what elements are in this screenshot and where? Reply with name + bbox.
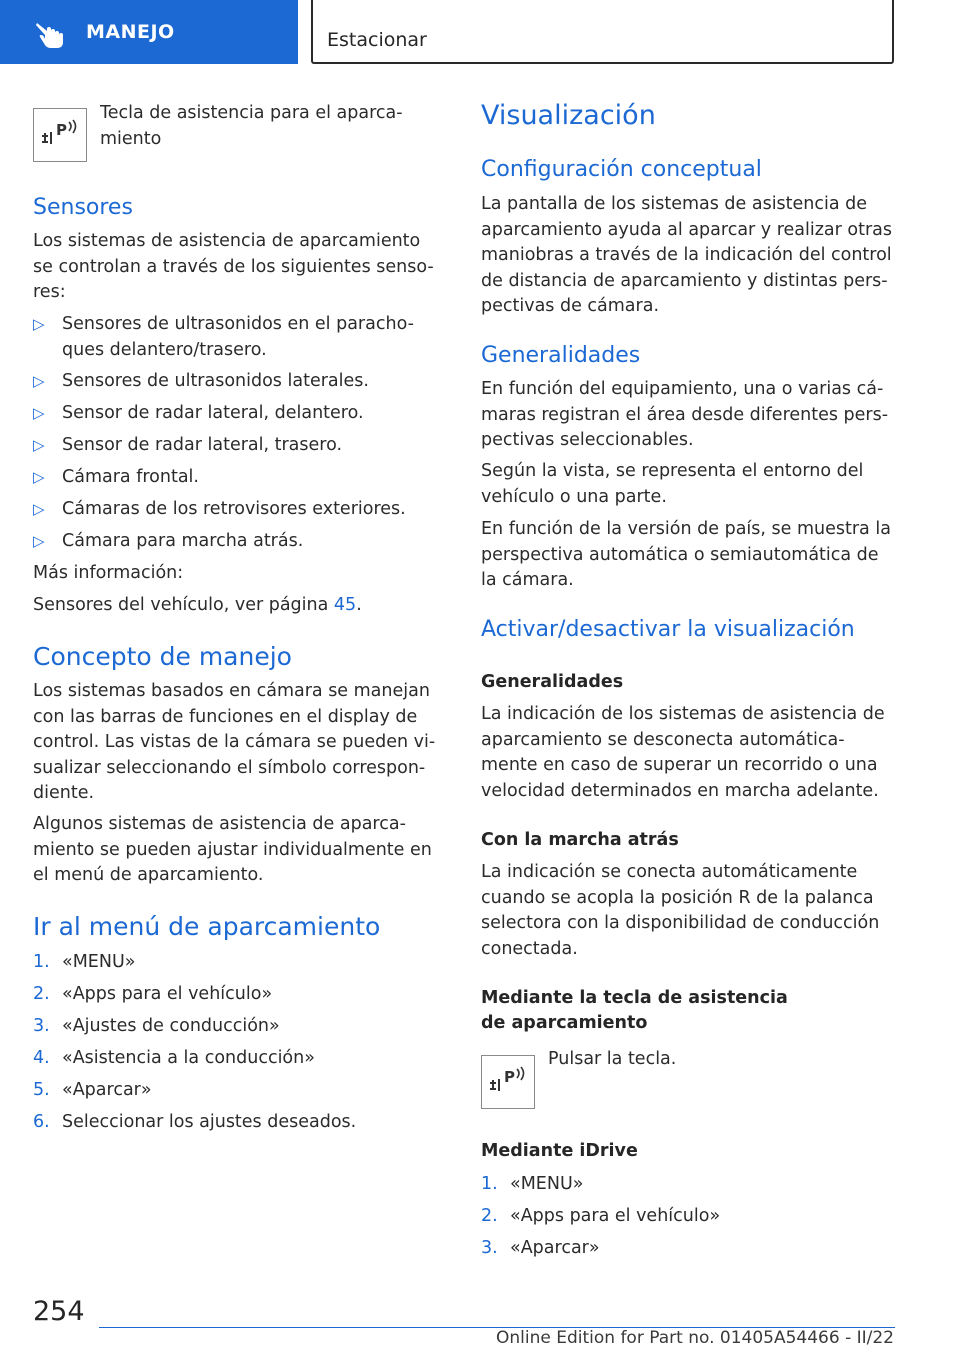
list-item-text: Cámara para marcha atrás. — [62, 531, 304, 551]
general-paragraph-3: En función de la versión de país, se muestra la perspectiva automática o semiautomática de la cámara. — [481, 519, 891, 590]
triangle-bullet-icon: ▷ — [33, 315, 45, 333]
svg-text:P: P — [56, 121, 67, 139]
step-number: 2. — [481, 1206, 498, 1226]
concept-paragraph-1: Los sistemas basados en cámara se manejan con las barras de funciones en el display de control. Las vistas de la cámara se pueden vi-sualizar seleccionando el símbolo correspon-diente. — [33, 681, 436, 803]
section-tab — [0, 0, 298, 64]
list-item-text: Sensores de ultrasonidos laterales. — [62, 371, 369, 391]
triangle-bullet-icon: ▷ — [33, 404, 45, 422]
step-text: «MENU» — [510, 1174, 584, 1194]
triangle-bullet-icon: ▷ — [33, 436, 45, 454]
triangle-bullet-icon: ▷ — [33, 500, 45, 518]
list-item-text: Sensor de radar lateral, trasero. — [62, 435, 343, 455]
concept-paragraph-2: Algunos sistemas de asistencia de aparca-miento se pueden ajustar individualmente en el menú de aparcamiento. — [33, 814, 432, 885]
general-paragraph-1: En función del equipamiento, una o varias cá-maras registran el área desde diferentes pers-pectivas seleccionables. — [481, 379, 889, 450]
step-text: «Aparcar» — [510, 1238, 600, 1258]
page-reference-end: . — [356, 595, 362, 615]
activate-general-paragraph: La indicación de los sistemas de asistencia de aparcamiento se desconecta automática-mente en caso de superar un recorrido o una velocidad determinados en marcha adelante. — [481, 704, 885, 801]
triangle-bullet-icon: ▷ — [33, 468, 45, 486]
chapter-header — [311, 0, 894, 64]
list-item-text: Sensor de radar lateral, delantero. — [62, 403, 364, 423]
key-caption: Tecla de asistencia para el aparca- miento — [100, 103, 403, 149]
list-item-text: Cámaras de los retrovisores exteriores. — [62, 499, 406, 519]
concept-config-title: Configuración conceptual — [481, 157, 762, 182]
key-method-paragraph: Pulsar la tecla. — [548, 1049, 677, 1069]
step-number: 3. — [33, 1016, 50, 1036]
pointing-hand-icon — [34, 20, 68, 50]
step-text: «Asistencia a la conducción» — [62, 1048, 315, 1068]
activate-general-title: Generalidades — [481, 672, 624, 692]
step-number: 1. — [481, 1174, 498, 1194]
edition-footer: Online Edition for Part no. 01405A54466 - II/22 — [495, 1328, 894, 1348]
sensors-title: Sensores — [33, 195, 133, 220]
menu-title: Ir al menú de aparcamiento — [33, 912, 381, 941]
list-item-text: Sensores de ultrasonidos en el paracho-ques delantero/trasero. — [62, 314, 414, 360]
activate-title: Activar/desactivar la visualización — [481, 617, 855, 642]
page-reference-text: Sensores del vehículo, ver página — [33, 595, 334, 615]
key-method-title: Mediante la tecla de asistencia de aparcamiento — [481, 988, 788, 1033]
step-number: 4. — [33, 1048, 50, 1068]
page-reference-link[interactable]: 45 — [333, 595, 357, 615]
step-text: Seleccionar los ajustes deseados. — [62, 1112, 357, 1132]
page-number: 254 — [33, 1296, 85, 1327]
step-number: 5. — [33, 1080, 50, 1100]
svg-text:P: P — [504, 1068, 515, 1086]
step-number: 6. — [33, 1112, 50, 1132]
concept-title: Concepto de manejo — [33, 642, 292, 671]
triangle-bullet-icon: ▷ — [33, 532, 45, 550]
idrive-title: Mediante iDrive — [481, 1141, 638, 1161]
step-text: «MENU» — [62, 952, 136, 972]
list-item-text: Cámara frontal. — [62, 467, 199, 487]
concept-config-paragraph: La pantalla de los sistemas de asistencia de aparcamiento ayuda al aparcar y realizar otras maniobras a través de la indicación del control de distancia de aparcamiento y distintas pers-pectivas de cámara. — [481, 194, 893, 316]
step-number: 3. — [481, 1238, 498, 1258]
sensors-intro: Los sistemas de asistencia de aparcamiento se controlan a través de los siguientes senso-res: — [33, 231, 434, 302]
general-title: Generalidades — [481, 343, 641, 368]
page-reference — [33, 593, 362, 619]
step-number: 1. — [33, 952, 50, 972]
chapter-label: Estacionar — [327, 29, 427, 51]
more-info-label: Más información: — [33, 563, 184, 583]
step-text: «Aparcar» — [62, 1080, 152, 1100]
step-text: «Ajustes de conducción» — [62, 1016, 280, 1036]
step-text: «Apps para el vehículo» — [510, 1206, 721, 1226]
triangle-bullet-icon: ▷ — [33, 372, 45, 390]
section-label: MANEJO — [86, 21, 175, 43]
step-text: «Apps para el vehículo» — [62, 984, 273, 1004]
reverse-gear-paragraph: La indicación se conecta automáticamente cuando se acopla la posición R de la palanca selectora con la disponibilidad de conducción conectada. — [481, 862, 880, 959]
step-number: 2. — [33, 984, 50, 1004]
park-assist-key-icon — [33, 108, 87, 162]
visualization-title: Visualización — [481, 100, 656, 131]
general-paragraph-2: Según la vista, se representa el entorno del vehículo o una parte. — [481, 461, 864, 507]
park-assist-key-icon — [481, 1055, 535, 1109]
reverse-gear-title: Con la marcha atrás — [481, 830, 679, 850]
